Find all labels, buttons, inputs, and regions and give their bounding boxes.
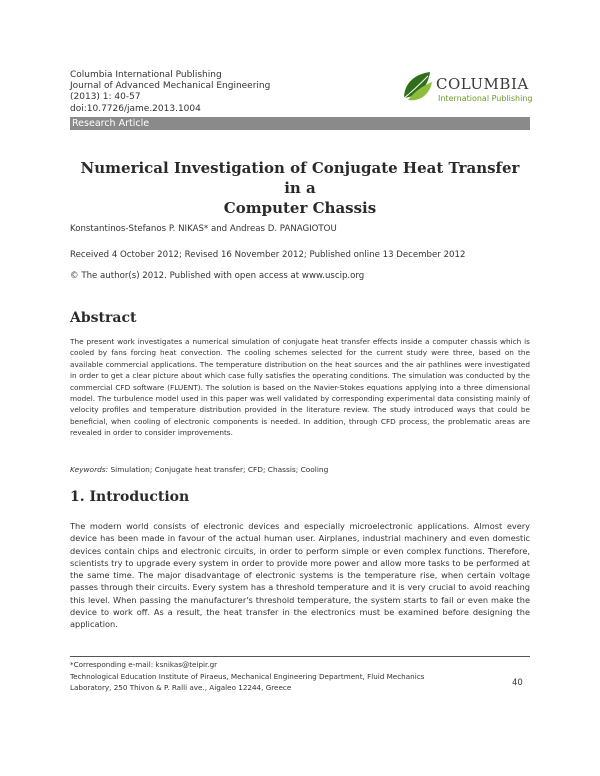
- received-dates: Received 4 October 2012; Revised 16 November 2012; Published online 13 December 2012: [70, 250, 466, 260]
- leaf-icon: [400, 70, 436, 104]
- article-type: Research Article: [72, 118, 150, 129]
- logo-name: COLUMBIA: [436, 75, 529, 93]
- article-type-bar: [70, 117, 530, 130]
- abstract-text: The present work investigates a numerical simulation of conjugate heat transfer effects inside a computer chassis which is cooled by fans forcing heat convection. The cooling schemes selected for the current study were three, based on the available commercial applications. The temperature distribution on the heat sources and the air pathlines were investigated in order to get a clear picture about which case fully satisfies the operating conditions. The simulation was conducted by the commercial CFD software (FLUENT). The solution is based on the Navier-Stokes equations applying into a three dimensional model. The turbulence model used in this paper was well validated by corresponding experimental data consisting mainly of velocity profiles and temperature distribution provided in the literature review. The study introduced ways that could be beneficial, when cooling of electronic components is needed. In addition, through CFD process, the problematic areas are revealed in order to consider improvements.: [70, 337, 530, 438]
- corresponding-email: *Corresponding e-mail: ksnikas@teipir.gr: [70, 660, 218, 669]
- affiliation: [70, 672, 424, 693]
- title-line-2: Computer Chassis: [223, 199, 377, 217]
- copyright-notice: © The author(s) 2012. Published with open access at www.uscip.org: [70, 271, 365, 281]
- keywords: [70, 465, 328, 474]
- page-number: 40: [512, 678, 523, 688]
- affiliation-line-1: Technological Education Institute of Piraeus, Mechanical Engineering Department, Fluid Mechanics: [70, 672, 425, 681]
- keywords-text: Simulation; Conjugate heat transfer; CFD; Chassis; Cooling: [108, 465, 329, 474]
- publication-info: [70, 70, 270, 115]
- doi: doi:10.7726/jame.2013.1004: [70, 103, 201, 114]
- affiliation-line-2: Laboratory, 250 Thivon & P. Ralli ave., Aigaleo 12244, Greece: [70, 682, 292, 692]
- abstract-heading: Abstract: [70, 310, 137, 326]
- logo-subtitle: International Publishing: [438, 94, 533, 103]
- journal-name: Journal of Advanced Mechanical Engineering: [70, 81, 271, 92]
- paper-title: [70, 158, 530, 218]
- introduction-heading: 1. Introduction: [70, 489, 190, 505]
- title-line-1: Numerical Investigation of Conjugate Heat Transfer in a: [80, 159, 520, 197]
- authors: Konstantinos-Stefanos P. NIKAS* and Andreas D. PANAGIOTOU: [70, 224, 337, 234]
- keywords-label: Keywords:: [70, 465, 109, 474]
- columbia-logo: [400, 70, 540, 110]
- footnote-divider: [70, 656, 530, 657]
- publisher-name: Columbia International Publishing: [70, 70, 222, 80]
- introduction-text: The modern world consists of electronic devices and especially microelectronic applications. Almost every device has been made in favour of the actual human user. Airplanes, industrial machinery and even domestic devices contain chips and electronic circuits, in order to perform simple or even complex functions. Therefore, scientists try to upgrade every system in order to provide more power and allow more tasks to be performed at the same time. The major disadvantage of electronic systems is the temperature rise, when certain voltage passes through their circuits. Every system has a threshold temperature and it is very crucial to avoid reaching this level. When passing the manufacturer's threshold temperature, the system starts to fail or even make the device to work off. As a result, the heat transfer in the electronics must be examined before designing the application.: [70, 521, 530, 630]
- journal-volume: (2013) 1: 40-57: [70, 92, 141, 103]
